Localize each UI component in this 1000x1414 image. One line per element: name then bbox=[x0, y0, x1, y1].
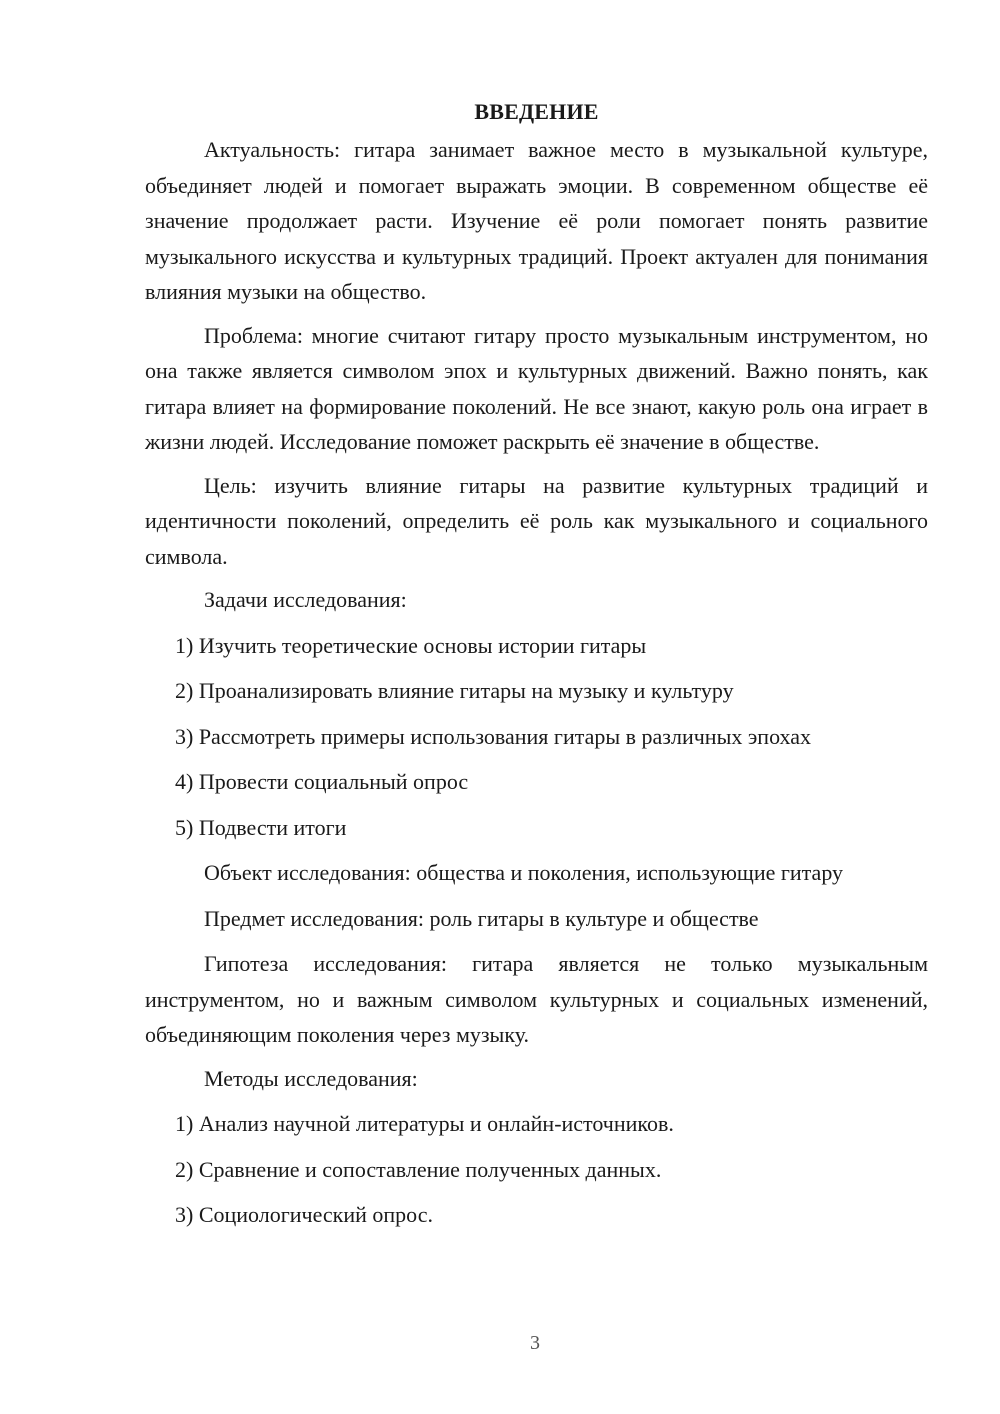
task-item: 2) Проанализировать влияние гитары на музыку и культуру bbox=[175, 678, 734, 703]
research-subject: Предмет исследования: роль гитары в культуре и обществе bbox=[204, 905, 759, 931]
methods-heading: Методы исследования: bbox=[204, 1065, 418, 1091]
method-item: 1) Анализ научной литературы и онлайн-источников. bbox=[175, 1111, 674, 1136]
relevance-paragraph: Актуальность: гитара занимает важное место в музыкальной культуре, объединяет людей и помогает выражать эмоции. В современном обществе её значение продолжает расти. Изучение её роли помогает понять развитие музыкального искусства и культурных традиций. Проект актуален для понимания влияния музыки на общество. bbox=[145, 137, 928, 304]
tasks-heading: Задачи исследования: bbox=[204, 587, 407, 612]
page-title: ВВЕДЕНИЕ bbox=[474, 99, 599, 124]
task-item: 4) Провести социальный опрос bbox=[175, 769, 469, 794]
method-item: 2) Сравнение и сопоставление полученных данных. bbox=[175, 1156, 662, 1182]
hypothesis-paragraph: Гипотеза исследования: гитара является не только музыкальным инструментом, но и важным символом культурных и социальных изменений, объединяющим поколения через музыку. bbox=[145, 951, 928, 1047]
task-item: 5) Подвести итоги bbox=[175, 814, 347, 840]
page-number: 3 bbox=[530, 1332, 540, 1354]
page-content bbox=[145, 98, 928, 1243]
goal-paragraph: Цель: изучить влияние гитары на развитие культурных традиций и идентичности поколений, определить её роль как музыкального и социального символа. bbox=[145, 472, 928, 569]
research-object: Объект исследования: общества и поколения, использующие гитару bbox=[204, 860, 844, 885]
method-item: 3) Социологический опрос. bbox=[175, 1202, 433, 1227]
problem-paragraph: Проблема: многие считают гитару просто музыкальным инструментом, но она также является символом эпох и культурных движений. Важно понять, как гитара влияет на формирование поколений. Не все знают, какую роль она играет в жизни людей. Исследование поможет раскрыть её значение в обществе. bbox=[145, 322, 928, 454]
task-item: 3) Рассмотреть примеры использования гитары в различных эпохах bbox=[175, 723, 812, 749]
task-item: 1) Изучить теоретические основы истории гитары bbox=[175, 632, 647, 658]
